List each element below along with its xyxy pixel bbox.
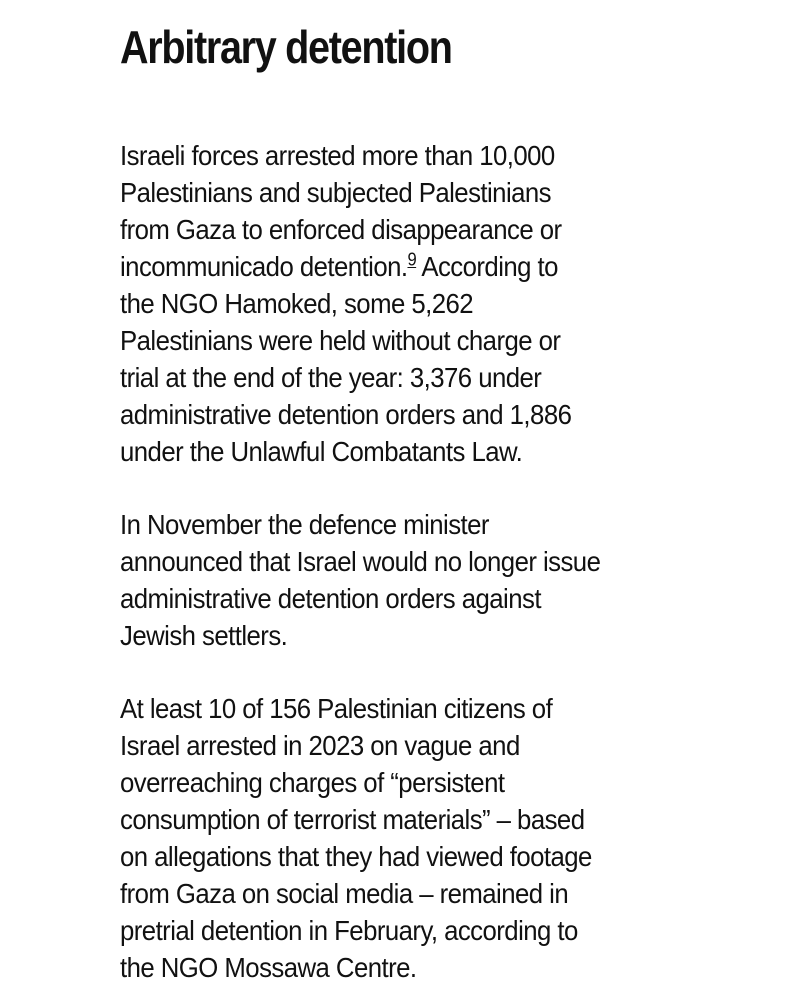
paragraph-3-line-6: from Gaza on social media – remained in (120, 878, 569, 909)
paragraph-2 (120, 506, 672, 654)
paragraph-3-line-2: Israel arrested in 2023 on vague and (120, 730, 520, 761)
paragraph-3-line-4: consumption of terrorist materials” – based (120, 804, 585, 835)
paragraph-1-line-2: Palestinians and subjected Palestinians (120, 177, 552, 208)
paragraph-1-line-1: Israeli forces arrested more than 10,000 (120, 140, 555, 171)
paragraph-1 (120, 137, 672, 470)
paragraph-1-line-7: trial at the end of the year: 3,376 under (120, 362, 542, 393)
paragraph-1-line-4 (120, 248, 672, 285)
footnote-link-9[interactable]: 9 (407, 249, 417, 270)
paragraph-2-line-4: Jewish settlers. (120, 620, 288, 651)
article (120, 18, 760, 986)
paragraph-2-line-1: In November the defence minister (120, 509, 489, 540)
paragraph-1-line-3: from Gaza to enforced disappearance or (120, 214, 562, 245)
paragraph-1-line-6: Palestinians were held without charge or (120, 325, 561, 356)
paragraph-3-line-8: the NGO Mossawa Centre. (120, 952, 417, 983)
paragraph-2-line-3: administrative detention orders against (120, 583, 541, 614)
paragraph-3-line-3: overreaching charges of “persistent (120, 767, 505, 798)
paragraph-3-line-7: pretrial detention in February, according to (120, 915, 578, 946)
paragraph-1-line-9: under the Unlawful Combatants Law. (120, 436, 523, 467)
paragraph-3 (120, 690, 672, 986)
paragraph-3-line-1: At least 10 of 156 Palestinian citizens of (120, 693, 553, 724)
paragraph-1-line-5: the NGO Hamoked, some 5,262 (120, 288, 474, 319)
paragraph-2-line-2: announced that Israel would no longer issue (120, 546, 601, 577)
paragraph-1-line-8: administrative detention orders and 1,886 (120, 399, 572, 430)
paragraph-1-line-4-continued: According to (421, 251, 558, 282)
page-title: Arbitrary detention (120, 21, 452, 73)
paragraph-1-line-4-text: incommunicado detention. (120, 251, 408, 282)
paragraph-3-line-5: on allegations that they had viewed footage (120, 841, 592, 872)
